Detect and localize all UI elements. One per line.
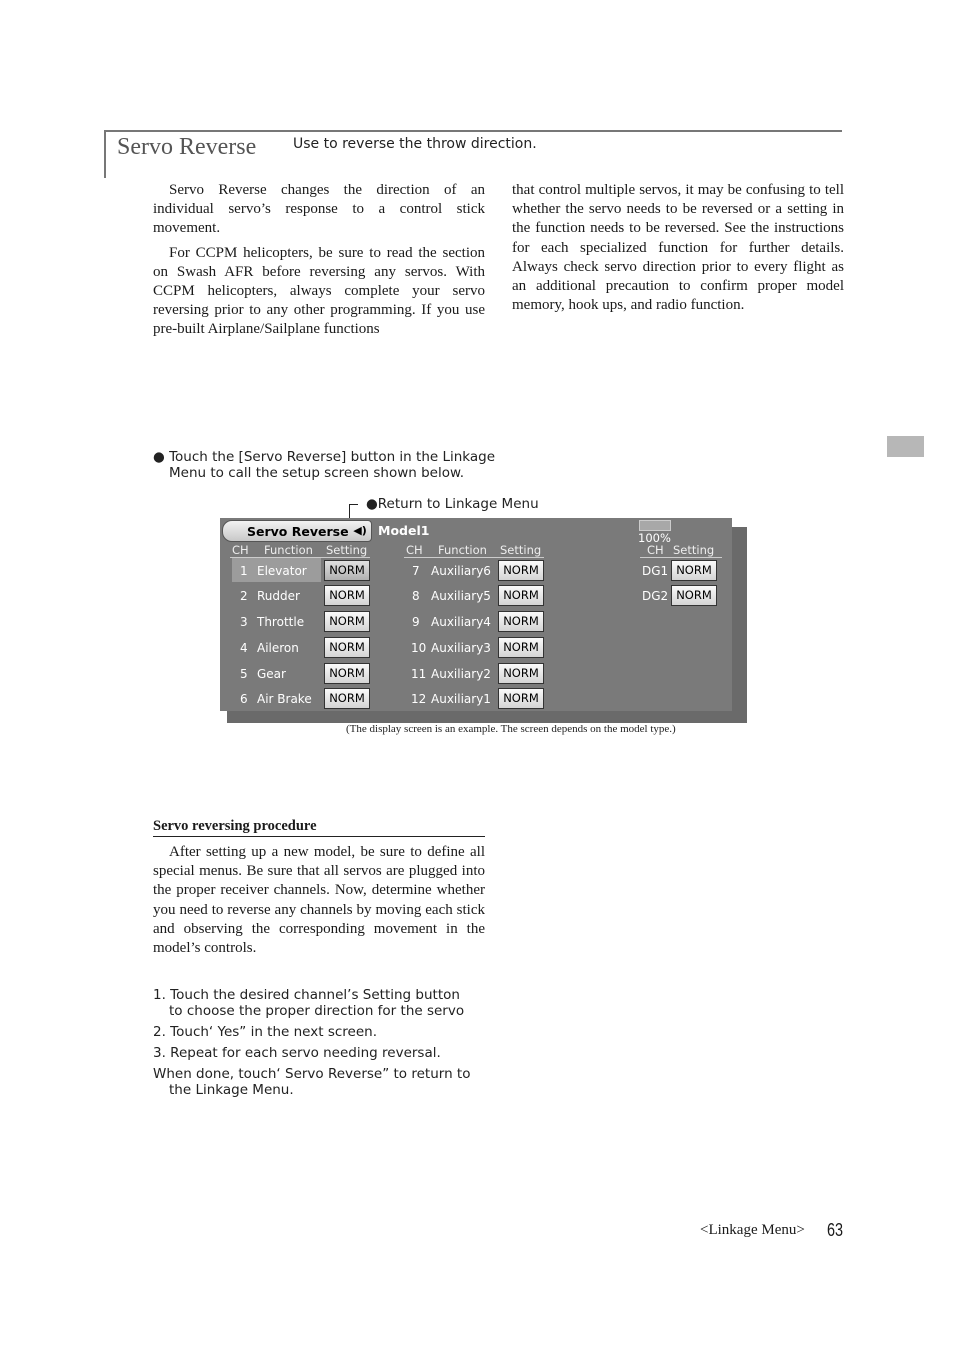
page-number: 63 [827,1220,844,1240]
ch-number: 2 [240,589,248,603]
setting-button-ch7[interactable]: NORM [498,560,544,581]
setting-button-ch2[interactable]: NORM [324,585,370,606]
col-header-function-2: Function [438,543,487,557]
intro-paragraph-2: For CCPM helicopters, be sure to read the section on Swash AFR before reversing any servos. With CCPM helicopters, always complete your servo reversing prior to any other programming. If you use pre-built Airplane/Sailplane functions [153,244,485,338]
touch-note-line-1: ● Touch the [Servo Reverse] button in the Linkage [153,449,496,465]
setting-button-ch9[interactable]: NORM [498,611,544,632]
callout-leader-horizontal [349,504,358,505]
setting-button-ch4[interactable]: NORM [324,637,370,658]
header-rule-left [104,130,106,178]
procedure-steps [153,987,489,1103]
col-header-function-1: Function [264,543,313,557]
intro-column-left [153,181,485,345]
function-name: Auxiliary6 [431,564,491,578]
setting-button-ch6[interactable]: NORM [324,688,370,709]
page-subtitle: Use to reverse the throw direction. [293,136,537,152]
col-header-ch-3: CH [647,543,664,557]
ch-number: 8 [412,589,420,603]
setting-button-ch8[interactable]: NORM [498,585,544,606]
setting-button-ch5[interactable]: NORM [324,663,370,684]
col-header-ch-1: CH [232,543,249,557]
function-name: Elevator [257,564,307,578]
setting-button-ch3[interactable]: NORM [324,611,370,632]
ch-number: 1 [240,564,248,578]
step-1-line-2: to choose the proper direction for the servo [169,1003,465,1019]
step-3: 3. Repeat for each servo needing reversal. [153,1045,441,1061]
callout-return-label: ●Return to Linkage Menu [366,496,539,512]
ch-number: DG2 [642,589,669,603]
ch-number: 12 [411,692,427,706]
setting-button-ch11[interactable]: NORM [498,663,544,684]
ch-number: DG1 [642,564,669,578]
col-header-ch-2: CH [406,543,423,557]
function-name: Throttle [257,615,305,629]
function-name: Auxiliary5 [431,589,491,603]
intro-paragraph-1: Servo Reverse changes the direction of an individual servo’s response to a control stick movement. [153,182,485,237]
step-2: 2. Touch‘ Yes” in the next screen. [153,1024,377,1040]
ch-number: 5 [240,667,248,681]
model-name: Model1 [378,523,430,538]
header-underline-2 [404,557,544,558]
step-1-line-1: 1. Touch the desired channel’s Setting button [153,987,460,1003]
function-name: Auxiliary2 [431,667,491,681]
screen-caption: (The display screen is an example. The screen depends on the model type.) [346,723,676,735]
procedure-heading: Servo reversing procedure [153,818,485,837]
servo-reverse-screen [220,518,732,711]
procedure-paragraph: After setting up a new model, be sure to define all special menus. Be sure that all servos are plugged into the proper receiver channels. Now, determine whether you need to reverse any channels by moving each stick and observing the corresponding movement in the model’s controls. [153,844,485,957]
battery-icon [639,520,671,531]
ch-number: 9 [412,615,420,629]
col-header-setting-1: Setting [326,543,368,557]
function-name: Gear [257,667,286,681]
function-name: Auxiliary4 [431,615,491,629]
page-title: Servo Reverse [117,134,257,160]
ch-number: 10 [411,641,427,655]
ch-number: 7 [412,564,420,578]
function-name: Aileron [257,641,299,655]
intro-paragraph-3: that control multiple servos, it may be confusing to tell whether the servo needs to be reversed or a setting in the function needs to be reversed. See the instructions for each specialized function for further details. Always check servo direction prior to every flight as an additional precaution to confirm proper model memory, hook ups, and radio function. [512,182,844,314]
side-thumb-tab [887,436,924,457]
touch-note-line-2: Menu to call the setup screen shown below. [169,465,465,481]
col-header-setting-3: Setting [673,543,715,557]
ch-number: 3 [240,615,248,629]
servo-reverse-return-button[interactable] [222,520,372,542]
step-done [153,1066,489,1098]
intro-column-right [512,181,844,320]
ch-number: 4 [240,641,248,655]
touch-note [153,449,533,481]
function-name: Auxiliary1 [431,692,491,706]
footer-section-label: <Linkage Menu> [700,1222,805,1238]
ch-number: 6 [240,692,248,706]
setting-button-ch10[interactable]: NORM [498,637,544,658]
step-done-line-2: the Linkage Menu. [169,1082,294,1098]
step-done-line-1: When done, touch‘ Servo Reverse” to return to [153,1066,471,1082]
setting-button-dg1[interactable]: NORM [671,560,717,581]
battery-percent: 100% [638,531,671,545]
header-rule-top [104,130,842,132]
function-name: Rudder [257,589,300,603]
step-1 [153,987,489,1019]
setting-button-dg2[interactable]: NORM [671,585,717,606]
setting-button-ch1[interactable]: NORM [324,560,370,581]
function-name: Air Brake [257,692,312,706]
function-name: Auxiliary3 [431,641,491,655]
col-header-setting-2: Setting [500,543,542,557]
setting-button-ch12[interactable]: NORM [498,688,544,709]
header-underline-3 [640,557,722,558]
speaker-icon: ◀) [353,524,367,537]
procedure-column [153,843,485,963]
ch-number: 11 [411,667,427,681]
screen-tab-label: Servo Reverse [247,524,349,539]
